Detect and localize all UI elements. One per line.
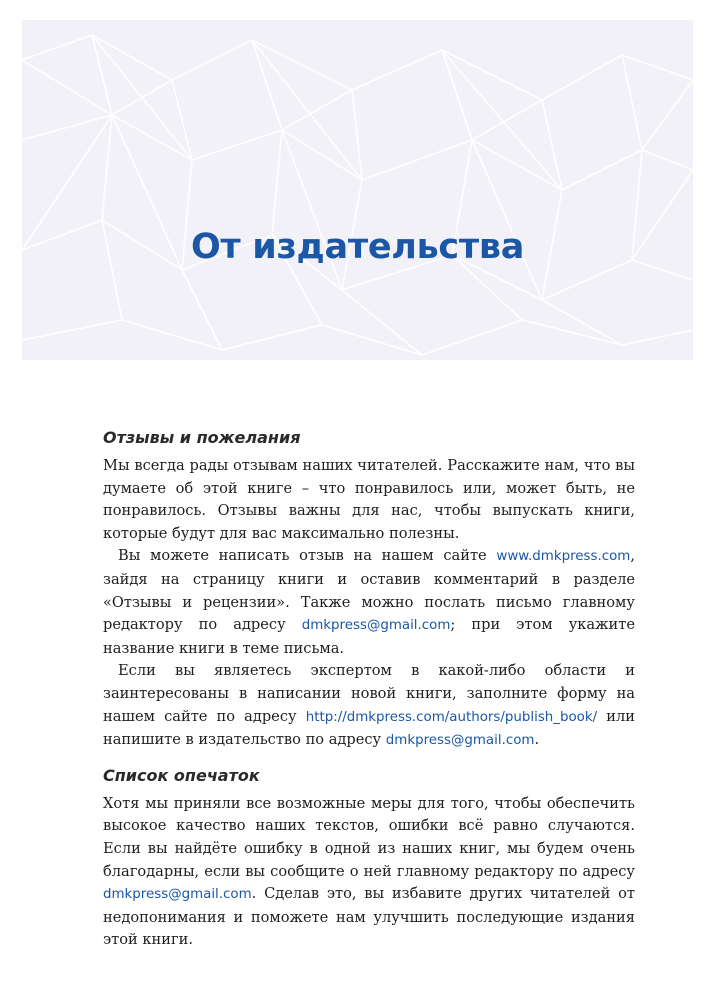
section-spacer	[103, 753, 635, 765]
email-link[interactable]: dmkpress@gmail.com	[103, 887, 252, 903]
paragraph	[103, 545, 635, 660]
section-heading-errata: Список опечаток	[103, 765, 260, 785]
website-link[interactable]: www.dmkpress.com	[496, 549, 631, 565]
page-content	[103, 427, 635, 952]
paragraph-text: ; при этом укажите название книги в теме письма.	[103, 616, 635, 657]
paragraph-text: .	[534, 731, 540, 749]
email-link[interactable]: dmkpress@gmail.com	[301, 618, 451, 634]
decorative-mesh-pattern	[22, 20, 693, 360]
paragraph-text: Хотя мы приняли все возможные меры для того, чтобы обеспечить высокое качество наших текстов, ошибки всё равно случаются. Если вы найдёте ошибку в одной из наших книг, мы будем очень благодарны, если вы сообщите о ней главному редактору по адресу	[103, 794, 635, 880]
paragraph-text: . Сделав это, вы избавите других читателей от недопонимания и поможете нам улучшить последующие издания этой книги.	[103, 885, 635, 949]
paragraph-text: Мы всегда рады отзывам наших читателей. Расскажите нам, что вы думаете об этой книге – что понравилось или, может быть, не понравилось. Отзывы важны для нас, чтобы выпускать книги, которые будут для вас максимально полезны.	[103, 457, 635, 542]
paragraph	[103, 455, 635, 545]
email-link[interactable]: dmkpress@gmail.com	[385, 733, 535, 749]
chapter-header-band	[22, 20, 693, 360]
section-heading-feedback: Отзывы и пожелания	[103, 428, 301, 447]
publish-book-link[interactable]: http://dmkpress.com/authors/publish_book/	[305, 709, 598, 725]
paragraph-text: или напишите в издательство по адресу	[103, 707, 635, 749]
paragraph	[103, 793, 635, 952]
paragraph-text: , зайдя на страницу книги и оставив комментарий в разделе «Отзывы и рецензии». Также можно послать письмо главному редактору по адресу	[103, 547, 635, 634]
paragraph-text: Вы можете написать отзыв на нашем сайте	[118, 547, 497, 565]
chapter-title: От издательства	[190, 227, 525, 267]
paragraph-text: Если вы являетесь экспертом в какой-либо области и заинтересованы в написании новой книги, заполните форму на нашем сайте по адресу	[103, 662, 635, 725]
paragraph	[103, 660, 635, 752]
